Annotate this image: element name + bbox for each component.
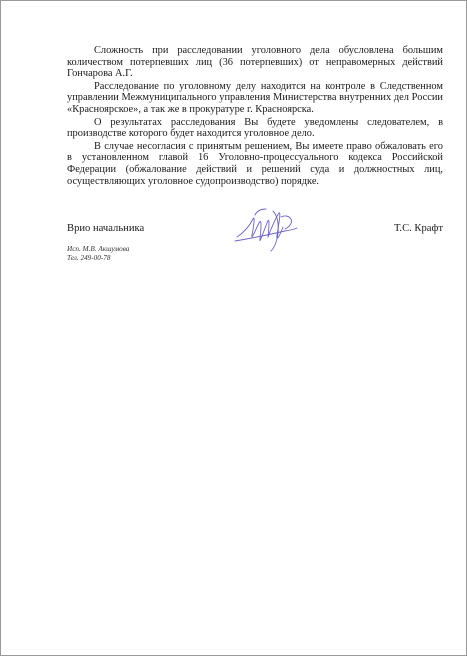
signer-name: Т.С. Крафт [394, 223, 443, 234]
paragraph-notification: О результатах расследования Вы будете уведомлены следователем, в производстве которого будет находится уголовное дело. [67, 116, 443, 140]
paragraph-complexity: Сложность при расследовании уголовного дела обусловлена большим количеством потерпевших лиц (36 потерпевших) от неправомерных действий Гончарова А.Г. [67, 45, 443, 80]
letter-body [67, 45, 443, 187]
paragraph-control: Расследование по уголовному делу находится на контроле в Следственном управлении Межмуниципального управления Министерства внутренних дел России «Красноярское», а так же в прокуратуре г. Красноярска. [67, 80, 443, 115]
paragraph-appeal-rights: В случае несогласия с принятым решением, Вы имеете право обжаловать его в установленном главой 16 Уголовно-процессуального кодекса Российской Федерации (обжалование действий и решений суда и должностных лиц, осуществляющих уголовное судопроизводство) порядке. [67, 140, 443, 187]
executor-name: Исп. М.В. Акшумова [67, 245, 130, 253]
executor-info [67, 245, 129, 263]
handwritten-signature [233, 205, 299, 255]
executor-phone: Тел. 249-00-78 [67, 254, 111, 262]
signer-position: Врио начальника [67, 223, 145, 234]
